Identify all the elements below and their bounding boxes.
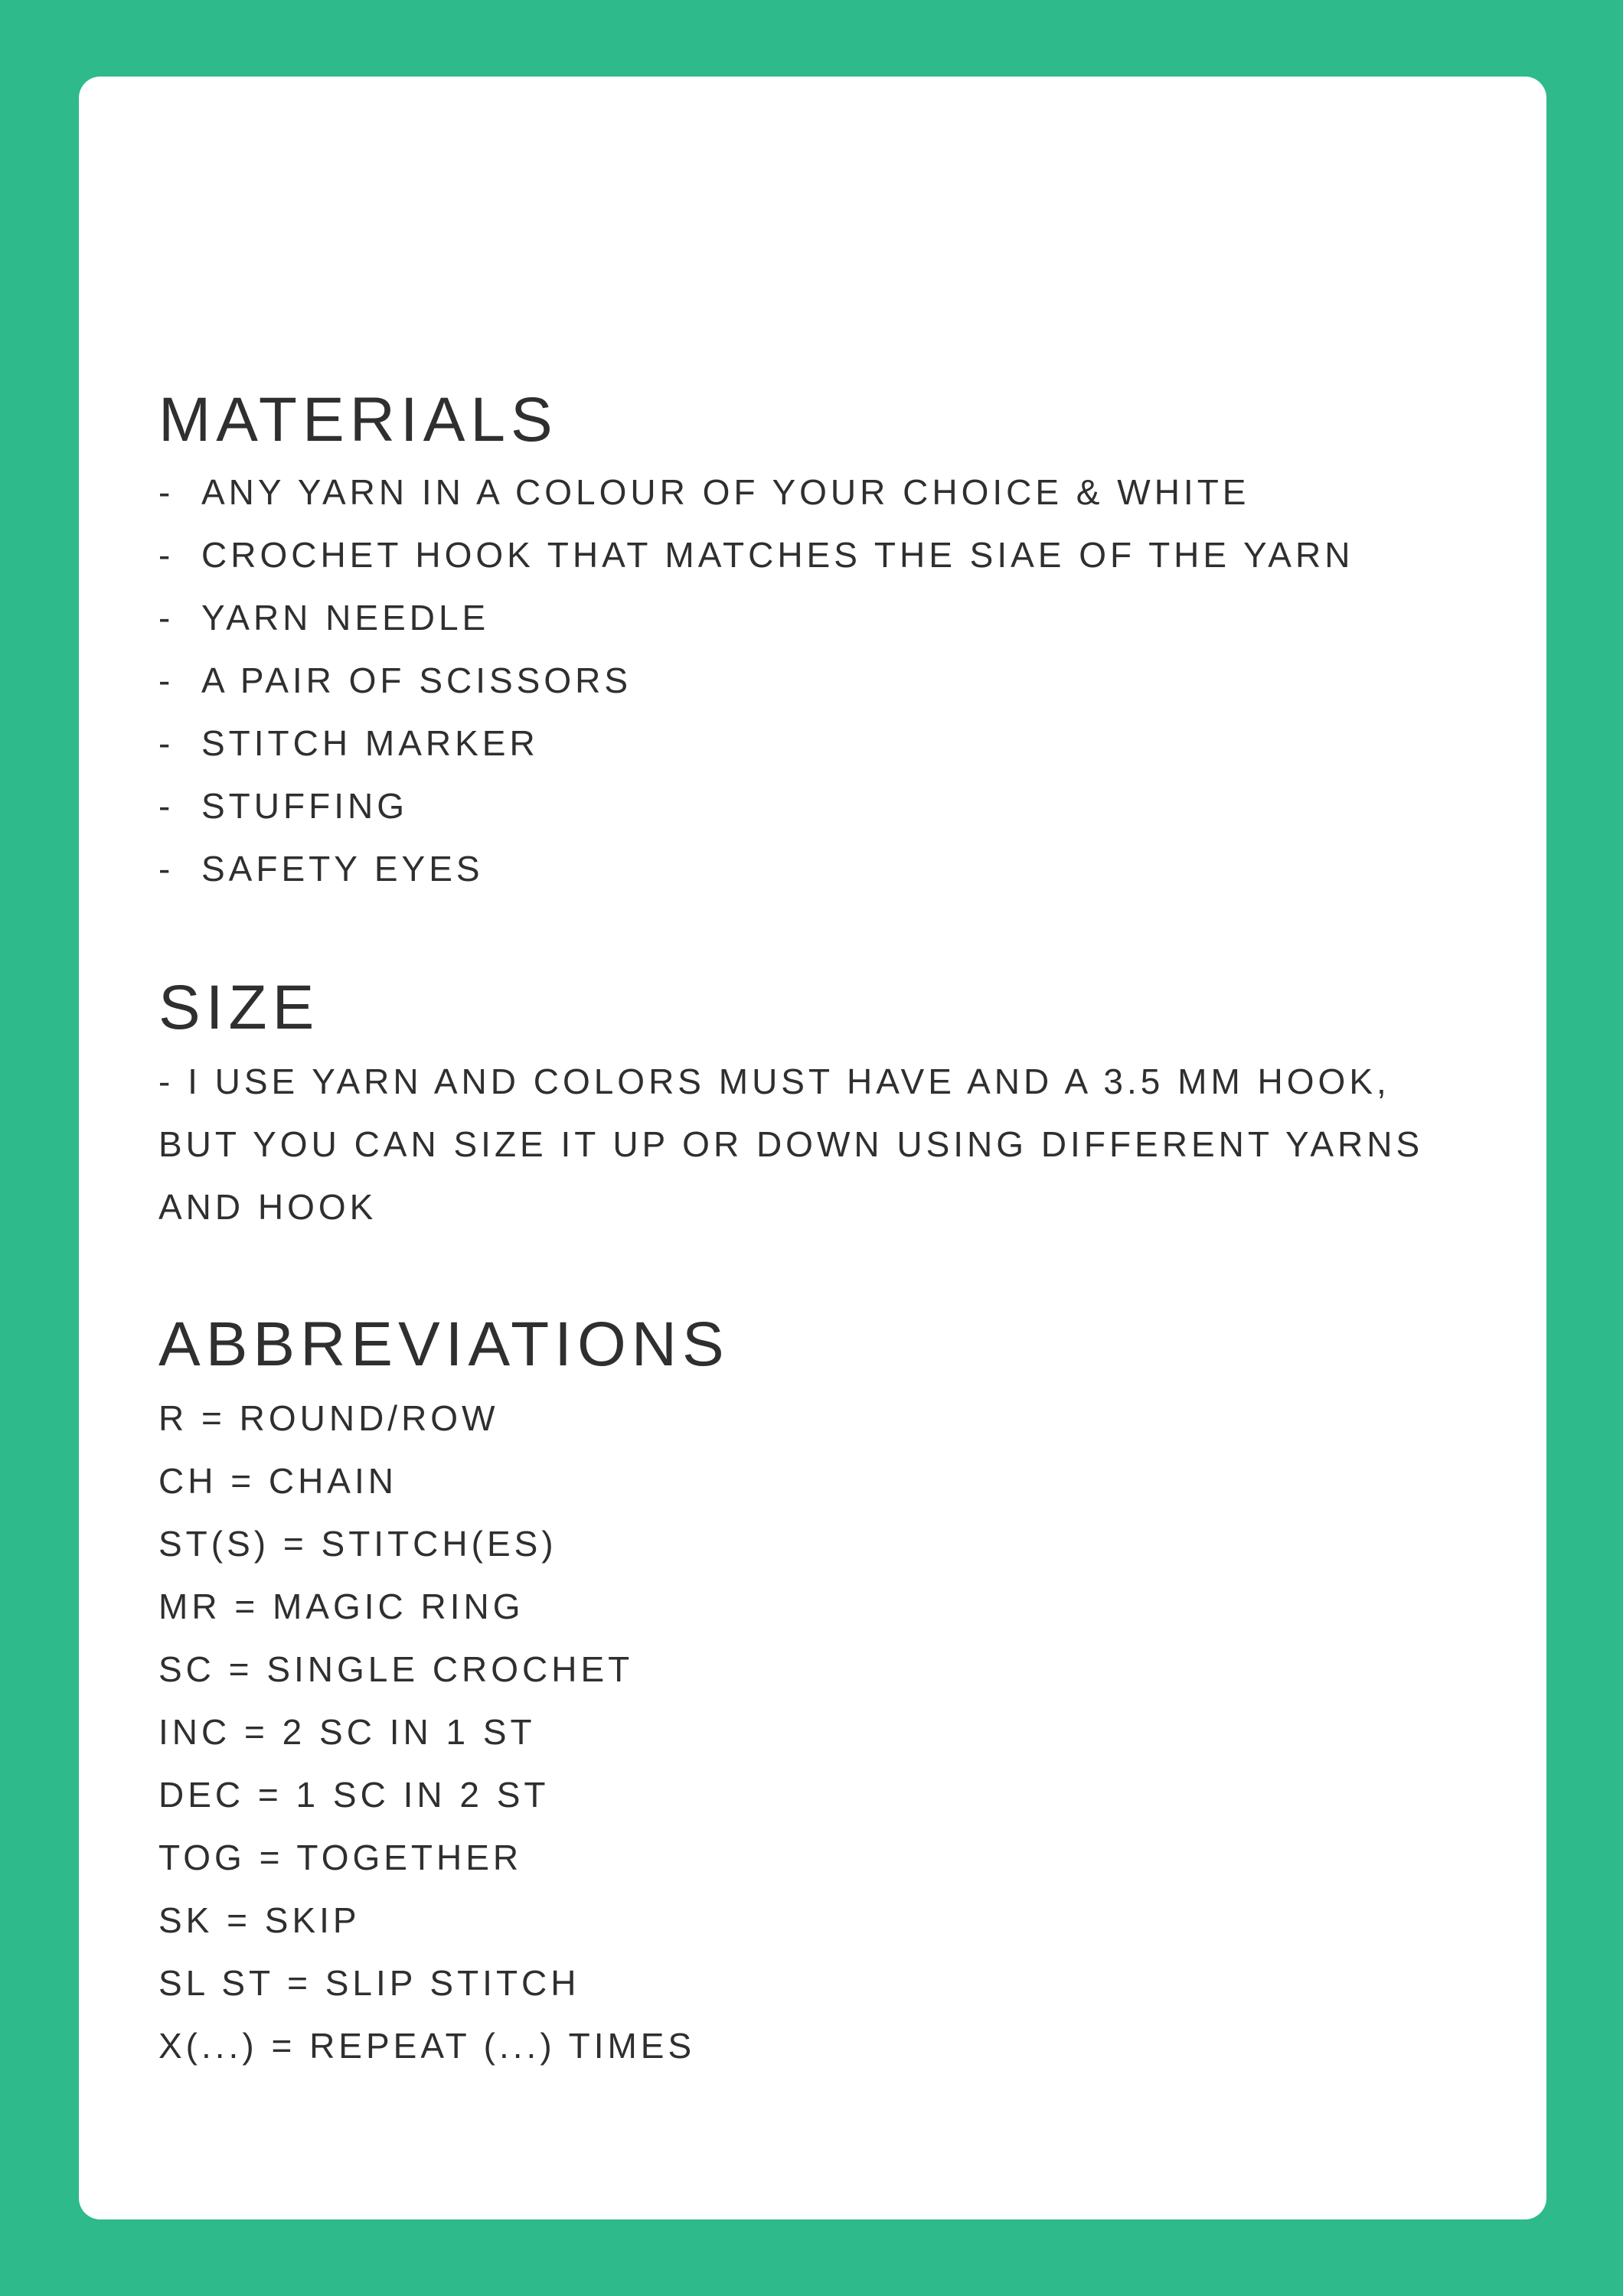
abbreviation-item: SL ST = SLIP STITCH [158,1963,580,2003]
abbreviation-item: TOG = TOGETHER [158,1838,523,1877]
bullet-dash: - [158,598,175,638]
materials-item [158,461,1475,523]
materials-item [158,586,1475,649]
abbreviation-item: DEC = 1 SC IN 2 ST [158,1775,550,1815]
abbreviation-item: MR = MAGIC RING [158,1587,524,1626]
abbreviation-item: CH = CHAIN [158,1461,397,1501]
materials-item-text: A PAIR OF SCISSORS [201,660,632,700]
abbreviation-item: R = ROUND/ROW [158,1398,499,1438]
size-paragraph [158,1050,1475,1238]
bullet-dash: - [158,723,175,763]
pattern-card [79,77,1546,2219]
materials-item-text: SAFETY EYES [201,849,484,889]
materials-item [158,712,1475,775]
materials-item [158,837,1475,900]
materials-item [158,775,1475,837]
size-line: BUT YOU CAN SIZE IT UP OR DOWN USING DIFFERENT YARNS [158,1124,1424,1164]
materials-item-text: CROCHET HOOK THAT MATCHES THE SIAE OF THE YARN [201,535,1354,575]
materials-item-text: STITCH MARKER [201,723,539,763]
materials-item [158,649,1475,712]
abbreviations-heading: ABBREVIATIONS [158,1309,730,1379]
size-line: AND HOOK [158,1187,377,1227]
abbreviation-item: INC = 2 SC IN 1 ST [158,1712,536,1752]
materials-item [158,523,1475,586]
bullet-dash: - [158,849,175,889]
materials-item-text: STUFFING [201,786,408,826]
abbreviation-item: ST(S) = STITCH(ES) [158,1524,557,1564]
materials-list [158,461,1475,900]
size-heading: SIZE [158,973,320,1042]
bullet-dash: - [158,472,175,512]
size-line: - I USE YARN AND COLORS MUST HAVE AND A 3.5 MM HOOK, [158,1062,1390,1101]
abbreviation-item: X(...) = REPEAT (...) TIMES [158,2026,696,2066]
bullet-dash: - [158,535,175,575]
materials-heading: MATERIALS [158,385,558,455]
materials-item-text: ANY YARN IN A COLOUR OF YOUR CHOICE & WHITE [201,472,1250,512]
bullet-dash: - [158,660,175,700]
materials-item-text: YARN NEEDLE [201,598,490,638]
abbreviations-list [158,1387,1475,2077]
bullet-dash: - [158,786,175,826]
card-content [158,298,1475,2077]
abbreviation-item: SK = SKIP [158,1900,361,1940]
abbreviation-item: SC = SINGLE CROCHET [158,1649,634,1689]
